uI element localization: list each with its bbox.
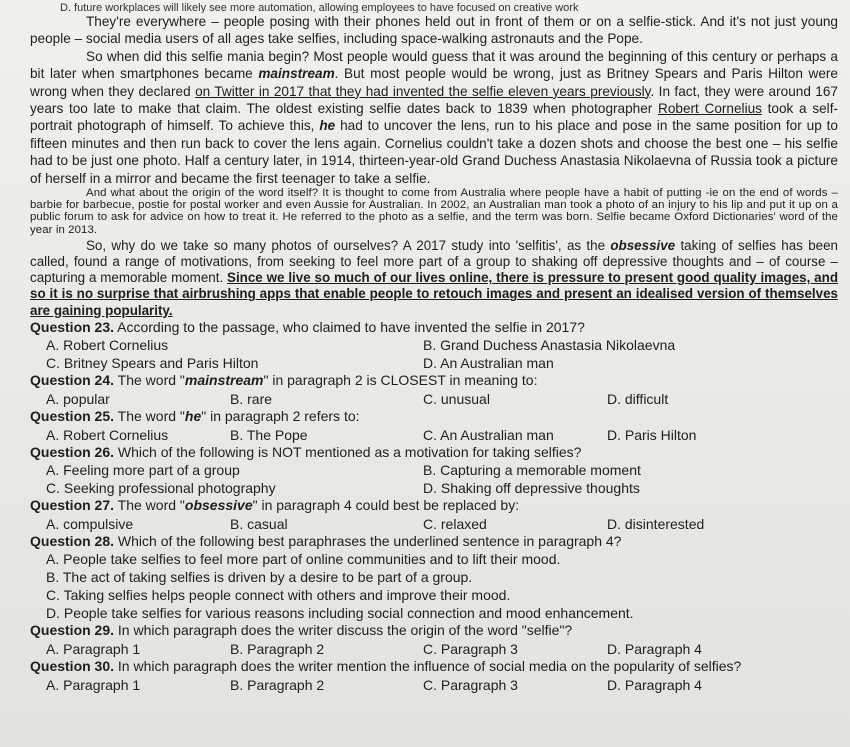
option-b[interactable]: B. Paragraph 2 xyxy=(230,641,325,658)
paragraph-2-text-b: . But most people would be wrong, just as Britney Spears and Paris Hilton were wrong when they declared xyxy=(30,66,838,99)
option-d[interactable]: D. disinterested xyxy=(607,515,705,532)
option-c[interactable]: C. relaxed xyxy=(423,515,487,532)
question-26 xyxy=(30,444,838,498)
question-number: Question 24. xyxy=(30,372,115,389)
option-b[interactable]: B. casual xyxy=(230,515,288,532)
question-30 xyxy=(30,658,838,694)
option-c[interactable]: C. Britney Spears and Paris Hilton xyxy=(46,355,259,372)
option-d[interactable]: D. People take selfies for various reasons including social connection and mood enhancement. xyxy=(46,605,634,622)
paragraph-2-text-a: So when did this selfie mania begin? Most people would guess that it was around the beginning of this century or perhaps a bit later when smartphones became xyxy=(30,48,838,82)
option-c[interactable]: C. Paragraph 3 xyxy=(423,676,518,693)
question-keyword: mainstream xyxy=(184,372,264,389)
option-b[interactable]: B. rare xyxy=(230,391,273,408)
option-c[interactable]: C. Taking selfies helps people connect with others and improve their mood. xyxy=(46,587,511,604)
question-keyword: he xyxy=(184,408,202,425)
question-number: Question 30. xyxy=(30,658,115,675)
question-text: In which paragraph does the writer discuss the origin of the word "selfie"? xyxy=(114,622,573,639)
paragraph-3: And what about the origin of the word itself? It is thought to come from Australia where people have a habit of putting -ie on the end of words – barbie for barbecue, postie for postal worker and even Aussie for Australian. In 2002, an Australian man took a photo of an injury to his lip and put it up on a public forum to ask for advice on how to treat it. He referred to the photo as a selfie, and the term was born. Selfie became Oxford Dictionaries' word of the year in 2013. xyxy=(30,187,838,236)
option-a[interactable]: A. compulsive xyxy=(46,515,134,532)
underlined-claim: on Twitter in 2017 that they had invented the selfie eleven years previously xyxy=(195,83,651,99)
option-c[interactable]: C. Paragraph 3 xyxy=(423,641,518,658)
question-number: Question 26. xyxy=(30,443,115,460)
option-b[interactable]: B. The Pope xyxy=(230,426,308,443)
question-text-a: The word " xyxy=(114,497,185,514)
question-number: Question 23. xyxy=(30,318,115,335)
option-a[interactable]: A. Feeling more part of a group xyxy=(46,462,240,479)
question-number: Question 25. xyxy=(30,408,115,425)
option-d[interactable]: D. Paris Hilton xyxy=(607,426,697,443)
question-keyword: obsessive xyxy=(184,497,253,514)
question-29 xyxy=(30,622,838,658)
option-d[interactable]: D. Paragraph 4 xyxy=(607,676,702,693)
name-robert-cornelius: Robert Cornelius xyxy=(658,101,762,117)
question-number: Question 27. xyxy=(30,497,115,514)
question-text-b: " in paragraph 2 is CLOSEST in meaning to: xyxy=(263,372,538,389)
option-d[interactable]: D. Shaking off depressive thoughts xyxy=(423,480,640,497)
question-text-b: " in paragraph 2 refers to: xyxy=(201,408,360,425)
question-text-a: The word " xyxy=(114,372,185,389)
keyword-he: he xyxy=(319,118,336,134)
option-c[interactable]: C. An Australian man xyxy=(423,426,554,443)
paragraph-4-text-b: taking of selfies has been called, found a range of motivations, from seeking to feel more part of a group to shaking off depressive thoughts and – of course – capturing a memorable moment. xyxy=(30,237,838,286)
option-b[interactable]: B. Grand Duchess Anastasia Nikolaevna xyxy=(423,337,676,354)
question-text: In which paragraph does the writer mention the influence of social media on the popularity of selfies? xyxy=(114,658,742,675)
option-d[interactable]: D. Paragraph 4 xyxy=(607,641,702,658)
option-a[interactable]: A. Paragraph 1 xyxy=(46,641,141,658)
paragraph-2-intro: They're everywhere – people posing with their phones held out in front of them or on a selfie-stick. And it's not just young people – social media users of all ages take selfies, including space-walking astronauts and the Pope. xyxy=(30,14,838,47)
question-number: Question 28. xyxy=(30,532,115,549)
option-d[interactable]: D. difficult xyxy=(607,391,669,408)
question-text: According to the passage, who claimed to have invented the selfie in 2017? xyxy=(114,318,585,335)
previous-question-fragment: D. future workplaces will likely see more automation, allowing employees to have focused on creative work xyxy=(60,2,579,13)
keyword-mainstream: mainstream xyxy=(258,66,335,82)
option-a[interactable]: A. Robert Cornelius xyxy=(46,426,169,443)
paragraph-2 xyxy=(30,13,838,187)
paragraph-2-text-d: took a self-portrait photograph of himself. To achieve this, xyxy=(30,101,839,134)
paragraph-2-text-e: had to uncover the lens, run to his place and pose in the same position for up to fifteen minutes and then run back to cover the lens again. Cornelius couldn't take a dozen shots and choose the best one – his selfie had to be just one photo. Half a century later, in 1914, thirteen-year-old Grand Duchess Anastasia Nikolaevna of Russia took a picture of herself in a mirror and became the first teenager to take a selfie. xyxy=(30,118,838,186)
option-b[interactable]: B. The act of taking selfies is driven by a desire to be part of a group. xyxy=(46,569,473,586)
option-c[interactable]: C. Seeking professional photography xyxy=(46,480,276,497)
option-d[interactable]: D. An Australian man xyxy=(423,355,554,372)
question-27 xyxy=(30,497,838,533)
question-number: Question 29. xyxy=(30,622,115,639)
option-a[interactable]: A. Robert Cornelius xyxy=(46,337,169,354)
question-25 xyxy=(30,408,838,444)
option-a[interactable]: A. Paragraph 1 xyxy=(46,676,141,693)
underlined-sentence: Since we live so much of our lives online, there is pressure to present good quality images, and so it is no surprise that airbrushing apps that enable people to retouch images and present an idealised version of themselves are gaining popularity. xyxy=(30,270,838,318)
option-a[interactable]: A. popular xyxy=(46,391,110,408)
keyword-obsessive: obsessive xyxy=(610,237,676,253)
paragraph-2-text-c: . In fact, they were around 167 years too late to make that claim. The oldest existing selfie dates back to 1839 when photographer xyxy=(30,83,838,117)
question-text: Which of the following is NOT mentioned as a motivation for taking selfies? xyxy=(114,443,582,460)
question-text-a: The word " xyxy=(114,408,185,425)
question-28 xyxy=(30,533,838,623)
question-text: Which of the following best paraphrases the underlined sentence in paragraph 4? xyxy=(114,532,622,549)
option-a[interactable]: A. People take selfies to feel more part of online communities and to lift their mood. xyxy=(46,551,561,568)
paragraph-4 xyxy=(30,238,838,319)
question-text-b: " in paragraph 4 could best be replaced by: xyxy=(252,497,520,514)
paragraph-4-text-a: So, why do we take so many photos of ourselves? A 2017 study into 'selfitis', as the xyxy=(86,237,611,253)
option-b[interactable]: B. Paragraph 2 xyxy=(230,676,325,693)
question-23 xyxy=(30,319,838,373)
option-c[interactable]: C. unusual xyxy=(423,391,490,408)
option-b[interactable]: B. Capturing a memorable moment xyxy=(423,462,641,479)
question-24 xyxy=(30,372,838,408)
